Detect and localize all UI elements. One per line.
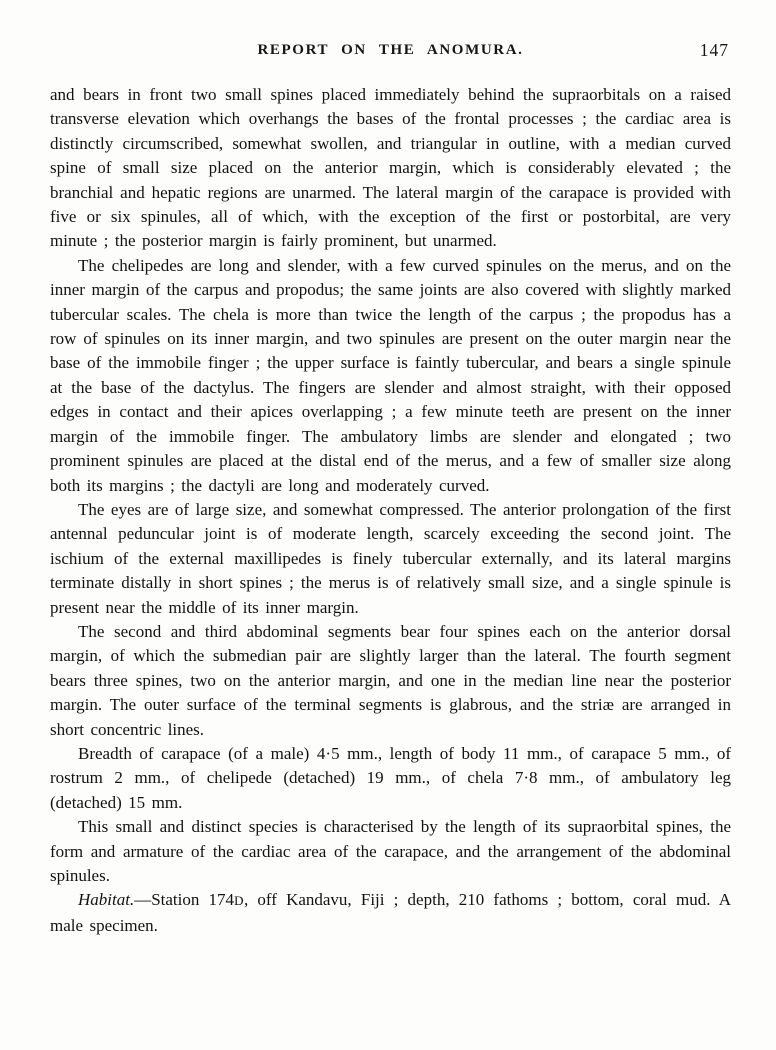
paragraph-habitat <box>50 888 731 938</box>
page-number: 147 <box>699 40 729 60</box>
habitat-label: Habitat. <box>78 890 135 910</box>
body-text <box>50 83 731 938</box>
running-head <box>50 42 731 64</box>
paragraph-chelipedes: The chelipedes are long and slender, with a few curved spinules on the merus, and on the inner margin of the carpus and propodus; the same joints are also covered with slightly marked tubercular scales. The chela is more than twice the length of the carpus ; the propodus has a row of spinules on its inner margin, and two spinules are present on the outer margin near the base of the immobile finger ; the upper surface is faintly tubercular, and bears a single spinule at the base of the dactylus. The fingers are slender and almost straight, with their opposed edges in contact and their apices overlapping ; a few minute teeth are present on the inner margin of the immobile finger. The ambulatory limbs are slender and elongated ; two prominent spinules are placed at the distal end of the merus, and a few of smaller size along both its margins ; the dactyli are long and moderately curved. <box>50 255 731 495</box>
paragraph-measurements: Breadth of carapace (of a male) 4·5 mm., length of body 11 mm., of carapace 5 mm., of rostrum 2 mm., of chelipede (detached) 19 mm., of chela 7·8 mm., of ambulatory leg (detached) 15 mm. <box>50 743 731 812</box>
habitat-station-letter: D <box>234 893 244 909</box>
paragraph-carapace-continuation: and bears in front two small spines placed immediately behind the supraorbitals on a raised transverse elevation which overhangs the bases of the frontal processes ; the cardiac area is distinctly circumscribed, somewhat swollen, and triangular in outline, with a median curved spine of small size placed on the anterior margin, which is considerably elevated ; the branchial and hepatic regions are unarmed. The lateral margin of the carapace is provided with five or six spinules, all of which, with the exception of the first or postorbital, are very minute ; the posterior margin is fairly prominent, but unarmed. <box>50 85 731 251</box>
paragraph-abdominal-segments: The second and third abdominal segments bear four spines each on the anterior dorsal margin, of which the submedian pair are slightly larger than the lateral. The fourth segment bears three spines, two on the anterior margin, and one in the median line near the posterior margin. The outer surface of the terminal segments is glabrous, and the striæ are arranged in short concentric lines. <box>50 621 731 739</box>
habitat-rest: , off Kandavu, Fiji ; depth, 210 fathoms ; bottom, coral mud. A male specimen. <box>50 890 731 935</box>
habitat-station-prefix: —Station 174 <box>134 890 235 910</box>
running-title: REPORT ON THE ANOMURA. <box>257 42 524 58</box>
paragraph-eyes-maxillipedes: The eyes are of large size, and somewhat compressed. The anterior prolongation of the first antennal peduncular joint is of moderate length, scarcely exceeding the second joint. The ischium of the external maxillipedes is finely tubercular externally, and its lateral margins terminate distally in short spines ; the merus is of relatively small size, and a single spinule is present near the middle of its inner margin. <box>50 499 731 617</box>
paragraph-species-characters: This small and distinct species is characterised by the length of its supraorbital spines, the form and armature of the cardiac area of the carapace, and the arrangement of the abdominal spinules. <box>50 817 731 885</box>
